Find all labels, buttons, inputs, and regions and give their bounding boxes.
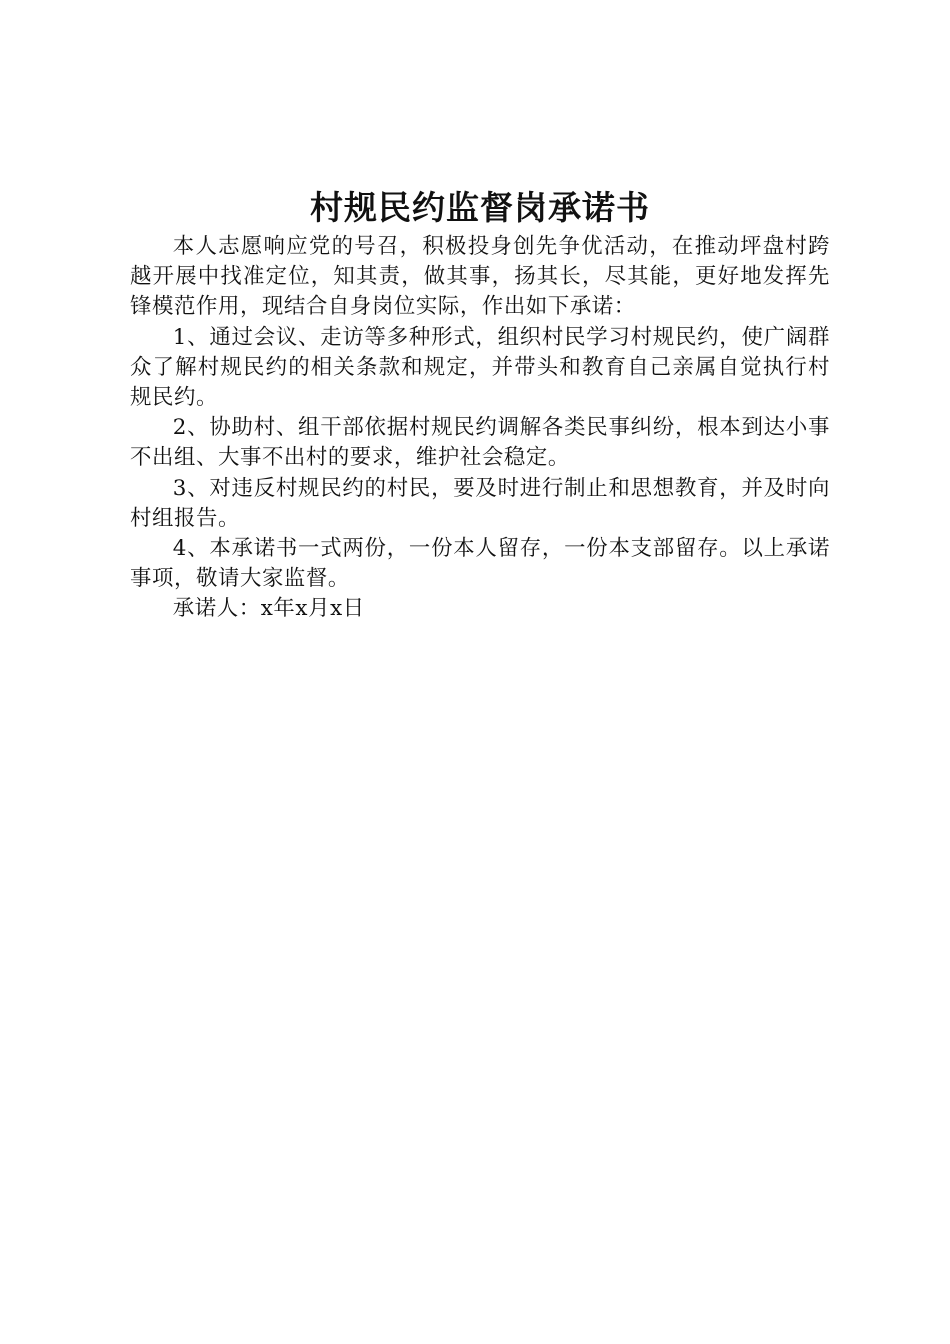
signature-line: 承诺人：x年x月x日 [172, 596, 365, 622]
document-title: 村规民约监督岗承诺书 [310, 188, 650, 227]
commitment-item-4: 4、本承诺书一式两份，一份本人留存，一份本支部留存。以上承诺事项，敬请大家监督。 [130, 536, 830, 592]
commitment-item-2: 2、协助村、组干部依据村规民约调解各类民事纠纷，根本到达小事不出组、大事不出村的要求，维护社会稳定。 [130, 415, 830, 471]
document-body [130, 186, 830, 625]
commitment-item-1: 1、通过会议、走访等多种形式，组织村民学习村规民约，使广阔群众了解村规民约的相关条款和规定，并带头和教育自己亲属自觉执行村规民约。 [130, 324, 830, 411]
commitment-item-3: 3、对违反村规民约的村民，要及时进行制止和思想教育，并及时向村组报告。 [130, 475, 830, 531]
intro-paragraph: 本人志愿响应党的号召，积极投身创先争优活动，在推动坪盘村跨越开展中找准定位，知其责，做其事，扬其长，尽其能，更好地发挥先锋模范作用，现结合自身岗位实际，作出如下承诺： [130, 234, 830, 320]
